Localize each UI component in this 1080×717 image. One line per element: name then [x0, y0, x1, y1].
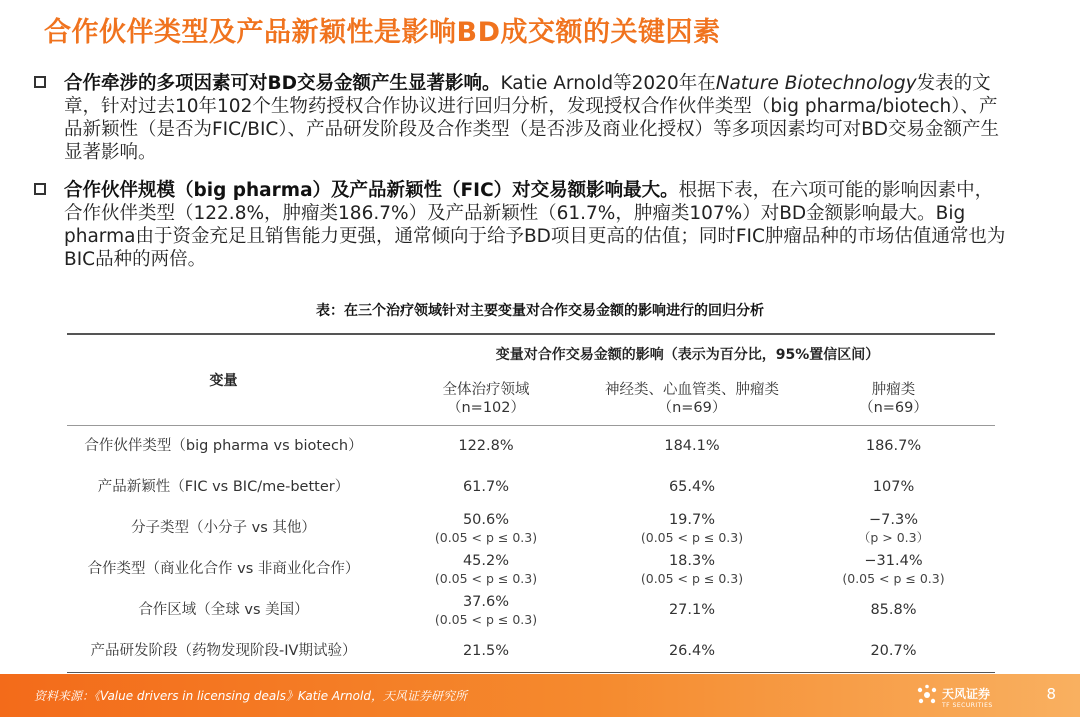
- bullet-text: 发表的文章，针对过去10年102个生物药授权合作协议进行回归分析，发现授权合作伙伴类型（big pharma/biotech）、产品新颖性（是否为FIC/BIC）、产品研发阶段及合作类型（是否涉及商业化授权）等多项因素均可对BD交易金额产生显著影响。: [64, 73, 1000, 163]
- row-label: 合作区域（全球 vs 美国）: [138, 602, 309, 618]
- column-header-all: 全体治疗领域 （n=102）: [380, 373, 592, 426]
- bullet-item-1: [34, 72, 1009, 164]
- column-header-neuro-cardio-onco: 神经类、心血管类、肿瘤类 （n=69）: [592, 373, 792, 426]
- row-label: 合作类型（商业化合作 vs 非商业化合作）: [87, 561, 360, 577]
- cell-onco: 20.7%: [792, 631, 995, 673]
- cell-neuro: 184.1%: [664, 438, 720, 454]
- column-header-oncology: 肿瘤类 （n=69）: [792, 373, 995, 426]
- table-row: [67, 426, 995, 468]
- bullet-lead: 合作牵涉的多项因素可对BD交易金额产生显著影响。: [64, 73, 501, 94]
- cell-onco: 85.8%: [870, 602, 917, 618]
- cell-onco: 186.7%: [865, 438, 922, 454]
- cell-all: 50.6% (0.05 < p ≤ 0.3): [434, 511, 538, 545]
- logo-mark-icon: [916, 684, 938, 706]
- square-bullet-icon: [34, 183, 46, 195]
- cell-neuro: 18.3% (0.05 < p ≤ 0.3): [640, 552, 744, 586]
- row-label: 产品新颖性（FIC vs BIC/me-better）: [97, 479, 350, 495]
- row-label: 分子类型（小分子 vs 其他）: [131, 520, 316, 536]
- cell-neuro: 26.4%: [592, 631, 792, 673]
- table-row: [67, 549, 995, 590]
- logo-name: 天风证券: [942, 687, 991, 701]
- cell-all: 122.8%: [458, 438, 514, 454]
- journal-name: Nature Biotechnology: [715, 73, 917, 94]
- cell-all: 21.5%: [380, 631, 592, 673]
- row-label: 合作伙伴类型（big pharma vs biotech）: [84, 438, 363, 454]
- cell-onco: −7.3% （p > 0.3）: [857, 511, 930, 545]
- bullet-lead: 合作伙伴规模（big pharma）及产品新颖性（FIC）对交易额影响最大。: [64, 180, 679, 201]
- cell-all: 37.6% (0.05 < p ≤ 0.3): [434, 593, 538, 627]
- page-number: 8: [1046, 685, 1056, 703]
- bullet-item-2: [34, 179, 1009, 271]
- table-row: [67, 631, 995, 673]
- footer-bar: [0, 674, 1080, 717]
- table-row: [67, 508, 995, 549]
- table-row: [67, 590, 995, 631]
- bullet-text: 根据下表，在六项可能的影响因素中，合作伙伴类型（122.8%，肿瘤类186.7%）及产品新颖性（61.7%，肿瘤类107%）对BD金额影响最大。Big pharma由于资金充足且销售能力更强，通常倾向于给予BD项目更高的估值；同时FIC肿瘤品种的市场估值通常也为BIC品种的两倍。: [64, 180, 1006, 270]
- bullet-text: Katie Arnold等2020年在: [500, 73, 716, 94]
- row-label: 产品研发阶段（药物发现阶段-IV期试验）: [67, 631, 380, 673]
- table-row: [67, 467, 995, 508]
- regression-table: [67, 333, 995, 673]
- cell-neuro: 27.1%: [668, 602, 716, 618]
- source-note: 资料来源：《Value drivers in licensing deals》Katie Arnold，天风证券研究所: [34, 689, 467, 703]
- bullet-list: [34, 72, 1009, 271]
- effect-group-header: 变量对合作交易金额的影响（表示为百分比，95%置信区间）: [380, 334, 995, 373]
- page-title: 合作伙伴类型及产品新颖性是影响BD成交额的关键因素: [44, 17, 721, 48]
- variable-header: 变量: [67, 334, 380, 426]
- cell-neuro: 19.7% (0.05 < p ≤ 0.3): [640, 511, 744, 545]
- table-caption: 表：在三个治疗领域针对主要变量对合作交易金额的影响进行的回归分析: [316, 303, 764, 319]
- logo-subtitle: TF SECURITIES: [942, 702, 993, 709]
- cell-neuro: 65.4%: [668, 479, 716, 495]
- square-bullet-icon: [34, 76, 46, 88]
- cell-all: 61.7%: [462, 479, 510, 495]
- table-header-row: [67, 334, 995, 373]
- cell-all: 45.2% (0.05 < p ≤ 0.3): [434, 552, 538, 586]
- cell-onco: 107%: [872, 479, 915, 495]
- cell-onco: −31.4% (0.05 < p ≤ 0.3): [842, 552, 945, 586]
